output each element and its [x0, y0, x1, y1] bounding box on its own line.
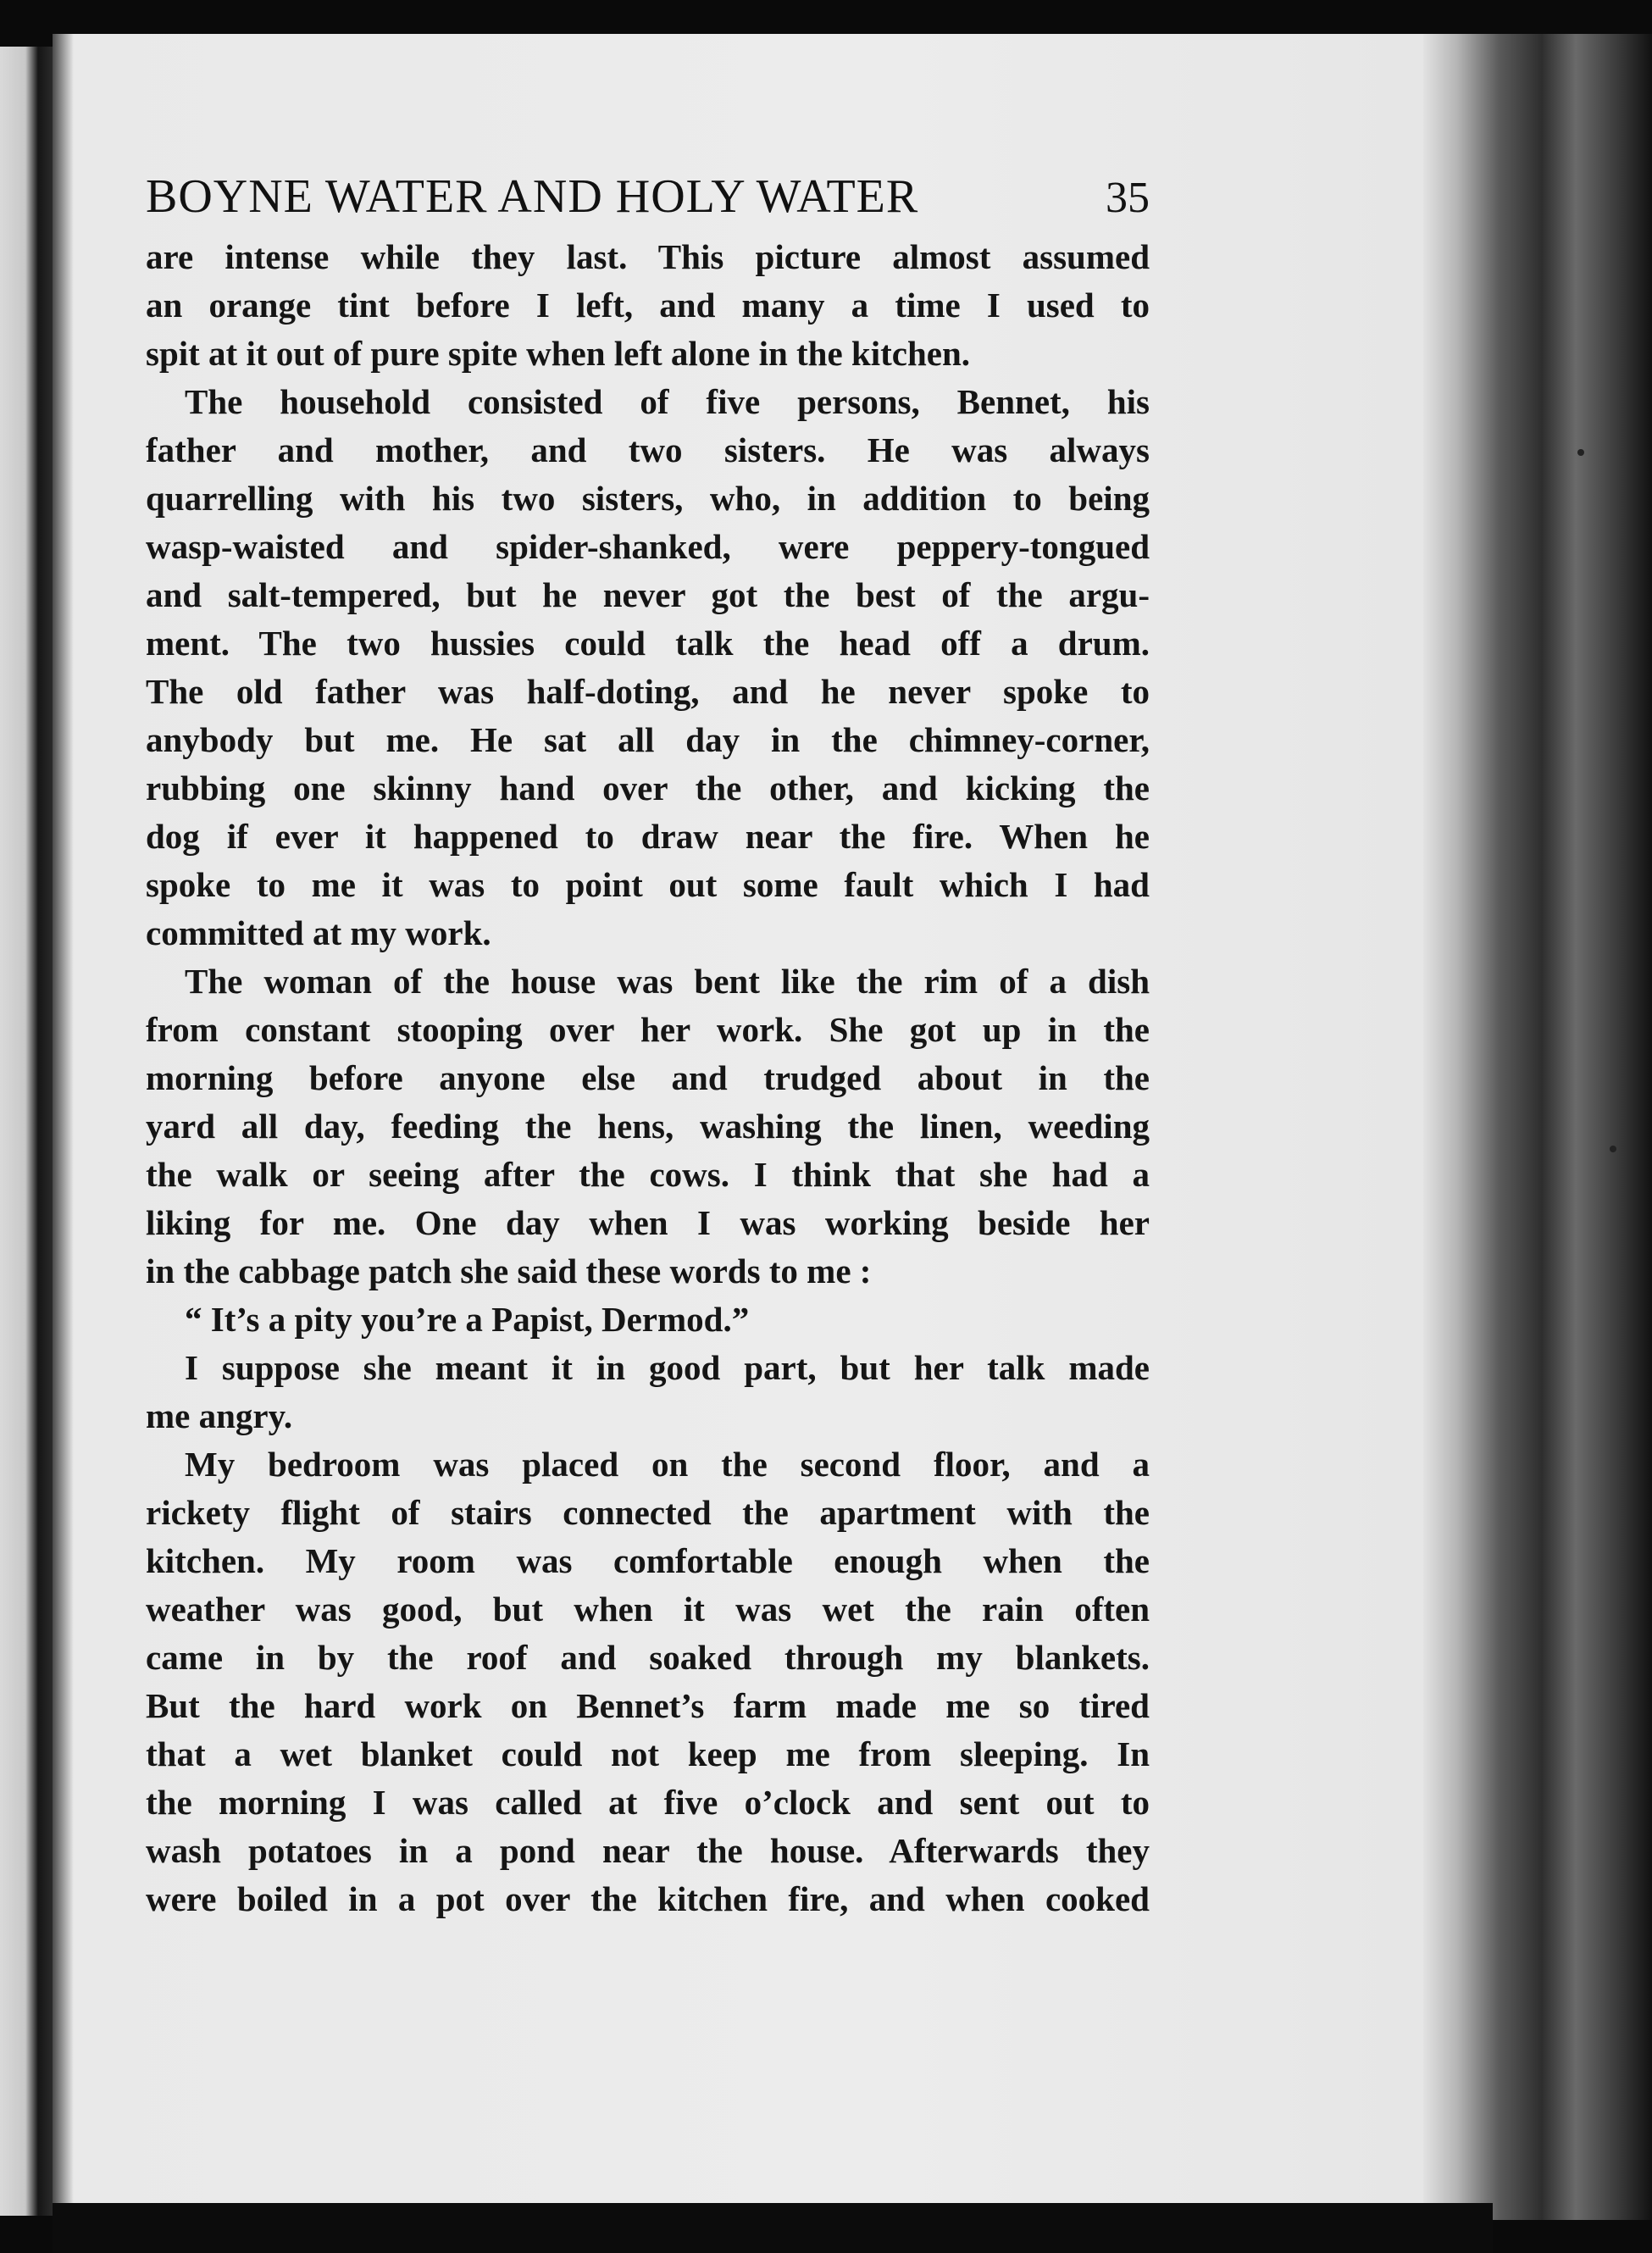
text-line: The woman of the house was bent like the rim of a dish: [185, 962, 1150, 1001]
text-line: The household consisted of five persons, Bennet, his: [185, 382, 1150, 421]
text-line: that a wet blanket could not keep me from sleeping. In: [146, 1734, 1150, 1773]
text-line: the walk or seeing after the cows. I think that she had a: [146, 1155, 1150, 1194]
text-line: dog if ever it happened to draw near the fire. When he: [146, 817, 1150, 856]
text-line: quarrelling with his two sisters, who, in addition to being: [146, 479, 1150, 518]
running-head: BOYNE WATER AND HOLY WATER: [146, 170, 919, 223]
text-line: “ It’s a pity you’re a Papist, Dermod.”: [185, 1300, 750, 1339]
text-line: weather was good, but when it was wet the rain often: [146, 1590, 1150, 1629]
spine-speck: [1610, 1146, 1616, 1152]
scan-border: [53, 2203, 1493, 2253]
text-line: My bedroom was placed on the second floor, and a: [185, 1445, 1150, 1484]
text-line: spit at it out of pure spite when left alone in the kitchen.: [146, 334, 971, 373]
text-line: The old father was half-doting, and he never spoke to: [146, 672, 1150, 711]
text-line: anybody but me. He sat all day in the chimney-corner,: [146, 720, 1150, 759]
spine-speck: [1577, 449, 1584, 456]
page-number: 35: [1106, 174, 1150, 222]
text-line: in the cabbage patch she said these words to me :: [146, 1251, 872, 1290]
text-line: wasp-waisted and spider-shanked, were peppery-tongued: [146, 527, 1150, 566]
page-header: [146, 169, 1150, 229]
text-line: from constant stooping over her work. She got up in the: [146, 1010, 1150, 1049]
book-spine-shadow: [1423, 34, 1652, 2220]
text-line: wash potatoes in a pond near the house. Afterwards they: [146, 1831, 1150, 1870]
text-line: the morning I was called at five o’clock and sent out to: [146, 1783, 1150, 1822]
text-line: kitchen. My room was comfortable enough when the: [146, 1541, 1150, 1580]
body-text: [146, 233, 1150, 1923]
text-line: yard all day, feeding the hens, washing the linen, weeding: [146, 1107, 1150, 1146]
text-line: came in by the roof and soaked through my blankets.: [146, 1638, 1150, 1677]
text-line: But the hard work on Bennet’s farm made me so tired: [146, 1686, 1150, 1725]
text-line: I suppose she meant it in good part, but her talk made: [185, 1348, 1150, 1387]
text-line: are intense while they last. This picture almost assumed: [146, 237, 1150, 276]
text-line: an orange tint before I left, and many a time I used to: [146, 286, 1150, 325]
text-line: ment. The two hussies could talk the head off a drum.: [146, 624, 1150, 663]
text-line: rubbing one skinny hand over the other, and kicking the: [146, 769, 1150, 807]
text-line: committed at my work.: [146, 913, 491, 952]
text-line: morning before anyone else and trudged about in the: [146, 1058, 1150, 1097]
facing-page-edge: [0, 47, 53, 2216]
text-line: were boiled in a pot over the kitchen fire, and when cooked: [146, 1879, 1150, 1918]
text-line: liking for me. One day when I was working beside her: [146, 1203, 1150, 1242]
text-line: spoke to me it was to point out some fault which I had: [146, 865, 1150, 904]
text-line: me angry.: [146, 1396, 293, 1435]
text-line: and salt-tempered, but he never got the best of the argu-: [146, 575, 1150, 614]
text-line: rickety flight of stairs connected the apartment with the: [146, 1493, 1150, 1532]
text-line: father and mother, and two sisters. He was always: [146, 430, 1150, 469]
